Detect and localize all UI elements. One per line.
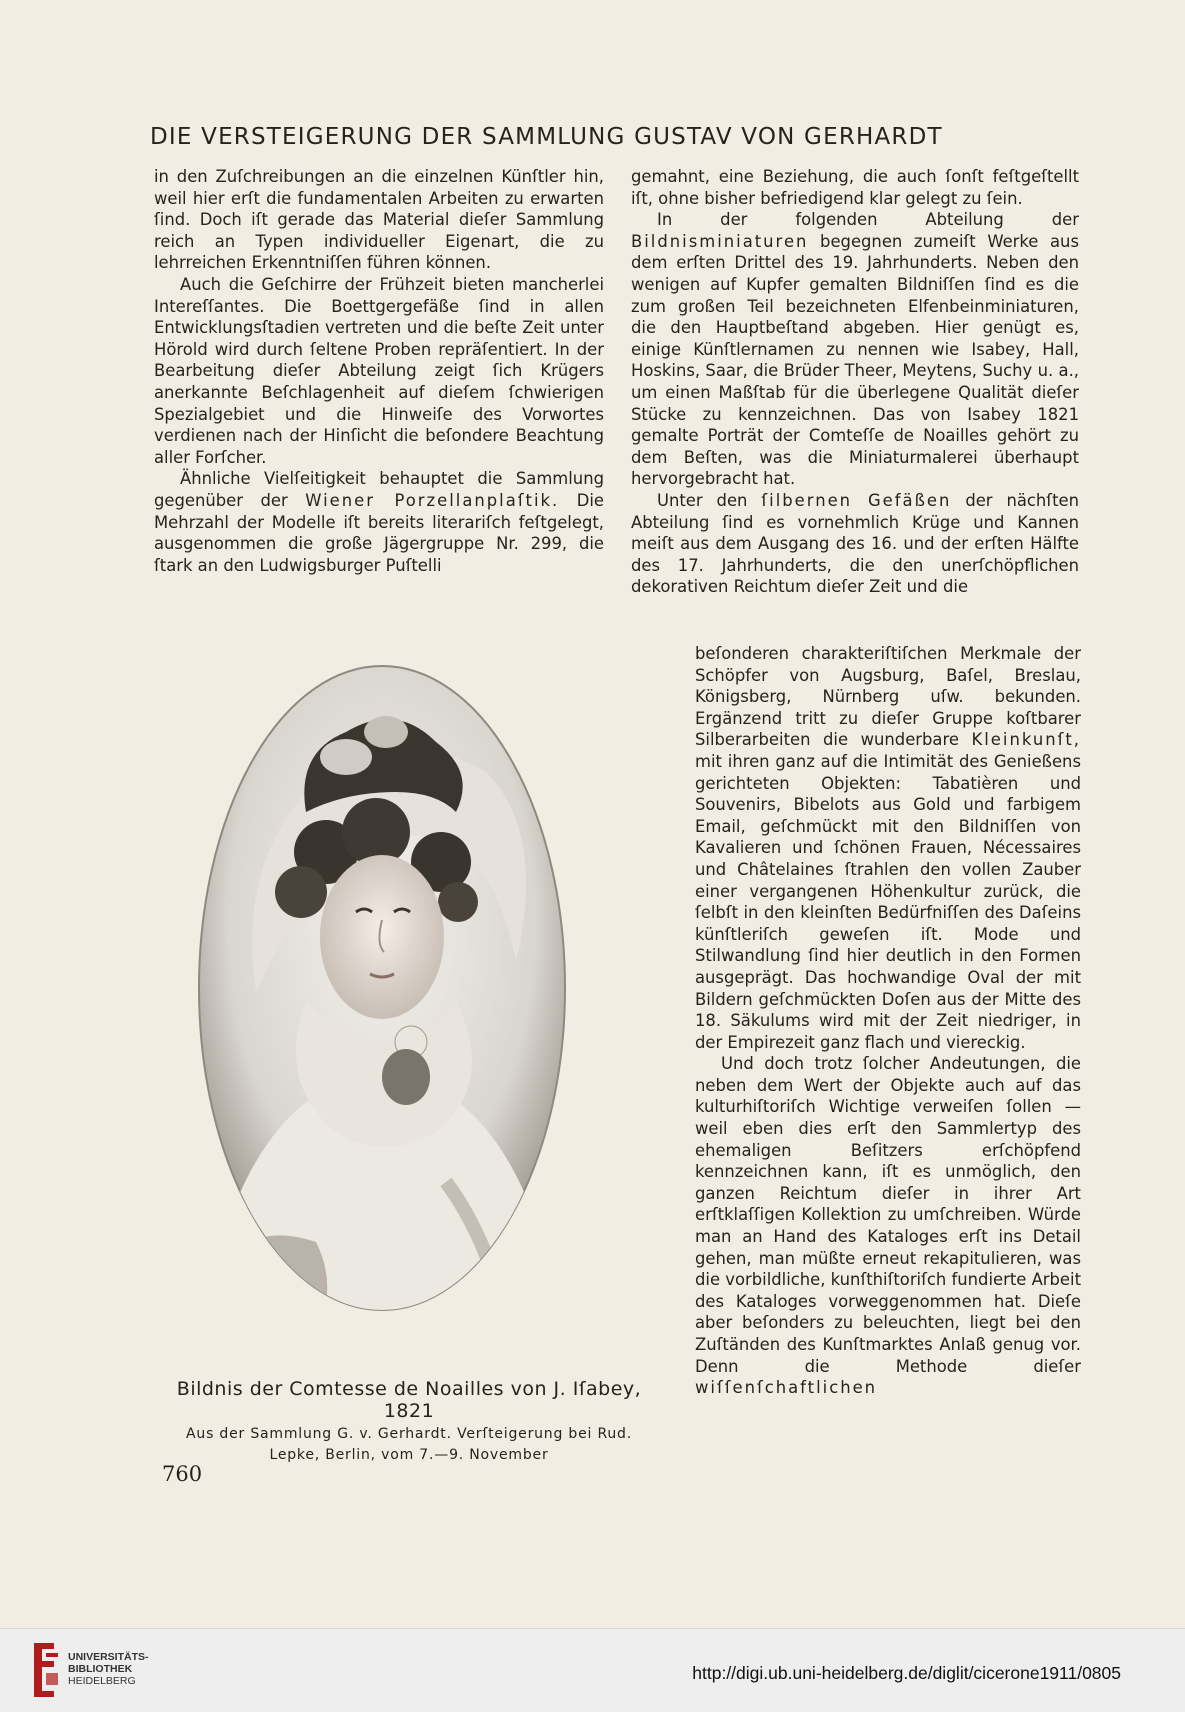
right-text-column: [631, 166, 1079, 598]
logo-line: HEIDELBERG: [68, 1675, 136, 1687]
paragraph: [695, 1053, 1081, 1399]
paragraph-text: Die Mehrzahl der Modelle iſt bereits literariſch feſtgelegt, ausgenommen die große Jägergruppe Nr. 299, die ſtark an den Ludwigsburger Puſtelli: [154, 490, 604, 575]
paragraph-text: In der folgenden Abteilung der: [657, 210, 1079, 230]
paragraph: [631, 209, 1079, 490]
library-logo-text: [68, 1651, 149, 1687]
logo-line: UNIVERSITÄTS-: [68, 1651, 149, 1663]
figure-caption: [154, 1378, 664, 1464]
spaced-emphasis: Kleinkunſt,: [971, 730, 1081, 750]
paragraph: Auch die Geſchirre der Frühzeit bieten mancherlei Intereſſantes. Die Boettgergefäße ſind in allen Entwicklungsſtadien vertreten und die beſte Zeit unter Hörold wird durch ſeltene Proben repräſentiert. In der Bearbeitung dieſer Abteilung zeigt ſich Krügers anerkannte Beſchlagenheit auf dieſem ſchwierigen Spezialgebiet und die Hinweiſe des Vorwortes verdienen nach der Hinſicht die beſondere Beachtung aller Forſcher.: [154, 274, 604, 467]
portrait-miniature: [196, 662, 568, 1362]
paragraph-text: Und doch trotz ſolcher Andeutungen, die neben dem Wert der Objekte auch auf das kulturhiſtoriſch Wichtige verweiſen ſollen — weil eben dies erſt den Sammlertyp des ehemaligen Beſitzers erſchöpfend kennzeichnen kann, iſt es unmöglich, den ganzen Reichtum dieſer in ihrer Art erſtklaſſigen Kollektion zu umſchreiben. Würde man an Hand des Kataloges erſt ins Detail gehen, man müßte erneut rekapitulieren, was die vorbildliche, kunſthiſtoriſch fundierte Arbeit des Kataloges vorweggenommen hat. Dieſe aber beſonders zu beleuchten, liegt bei den Zuſtänden des Kunſtmarktes Anlaß genug vor. Denn die Methode dieſer: [695, 1054, 1081, 1376]
paragraph-text: mit ihren ganz auf die Intimität des Genießens gerichteten Objekten: Tabatièren und Souvenirs, Bibelots aus Gold und farbigem Email, geſchmückt mit den Bildniſſen von Kavalieren und ſchönen Frauen, Nécessaires und Châtelaines ſtrahlen den vollen Zauber einer vergangenen Höhenkultur zurück, die ſelbſt in den kleinſten Bedürfniſſen des Daſeins künſtleriſch geweſen iſt. Mode und Stilwandlung ſind hier deutlich in den Formen ausgeprägt. Das hochwandige Oval der mit Bildern geſchmückten Doſen aus der Mitte des 18. Säkulums wird mit der Zeit niedriger, in der Empirezeit ganz flach und viereckig.: [695, 751, 1081, 1052]
left-text-column: [154, 166, 604, 576]
spaced-emphasis: wiſſenſchaftlichen: [695, 1378, 878, 1398]
paragraph: [154, 468, 604, 576]
logo-line: BIBLIOTHEK: [68, 1663, 133, 1675]
paragraph-text: begegnen zumeiſt Werke aus dem erſten Drittel des 19. Jahrhunderts. Neben den wenigen auf Kupfer gemalten Bildniſſen ſind es die zum großen Teil bezeichneten Elfenbeinminiaturen, die den Hauptbeſtand abgeben. Hier genügt es, einige Künſtlernamen zu nennen wie Isabey, Hall, Hoskins, Saar, die Brüder Theer, Meytens, Suchy u. a., um einen Maßſtab für die überlegene Qualität dieſer Stücke zu kennzeichnen. Das von Isabey 1821 gemalte Porträt der Comteſſe de Noailles gehört zu dem Beſten, was die Miniaturmalerei überhaupt hervorgebracht hat.: [631, 231, 1079, 489]
paragraph: in den Zuſchreibungen an die einzelnen Künſtler hin, weil hier erſt die fundamentalen Arbeiten zu erwarten ſind. Doch iſt gerade das Material dieſer Sammlung reich an Typen individueller Eigenart, die zu lehrreichen Erkenntniſſen führen können.: [154, 167, 604, 273]
paragraph-text: der nächſten Abteilung ſind es vornehmlich Krüge und Kannen meiſt aus dem Ausgang des 16. und der erſten Hälfte des 17. Jahrhunderts, die den unerſchöpflichen dekorativen Reichtum dieſer Zeit und die: [631, 490, 1079, 597]
spaced-emphasis: Bildnisminiaturen: [631, 231, 809, 251]
paragraph: [695, 643, 1081, 1053]
caption-source: Aus der Sammlung G. v. Gerhardt. Verſteigerung bei Rud.: [186, 1426, 632, 1442]
right-text-column-narrow: [695, 643, 1081, 1399]
running-header: DIE VERSTEIGERUNG DER SAMMLUNG GUSTAV VON GERHARDT: [150, 124, 943, 150]
paragraph: gemahnt, eine Beziehung, die auch ſonſt feſtgeſtellt iſt, ohne bisher befriedigend klar gelegt zu ſein.: [631, 167, 1079, 208]
portrait-image: [196, 662, 568, 1362]
caption-title: Bildnis der Comtesse de Noailles von J. Iſabey, 1821: [176, 1378, 642, 1422]
spaced-emphasis: Wiener Porzellanplaſtik.: [305, 490, 560, 510]
page-number: 760: [162, 1462, 203, 1486]
paragraph-text: Ähnliche Vielſeitigkeit behauptet die Sammlung gegenüber der: [154, 469, 604, 510]
library-logo-icon: [28, 1639, 60, 1701]
permalink-url[interactable]: http://digi.ub.uni-heidelberg.de/diglit/cicerone1911/0805: [692, 1663, 1121, 1683]
paragraph-text: Unter den: [657, 490, 748, 510]
caption-source-line2: Lepke, Berlin, vom 7.—9. November: [269, 1447, 549, 1463]
paragraph-text: beſonderen charakteriſtiſchen Merkmale der Schöpfer von Augsburg, Baſel, Breslau, Königsberg, Nürnberg uſw. bekunden. Ergänzend tritt zu dieſer Gruppe koſtbarer Silberarbeiten die wunderbare: [695, 644, 1081, 750]
library-footer: [0, 1628, 1185, 1712]
paragraph: [631, 490, 1079, 598]
spaced-emphasis: ſilbernen Gefäßen: [761, 490, 952, 510]
